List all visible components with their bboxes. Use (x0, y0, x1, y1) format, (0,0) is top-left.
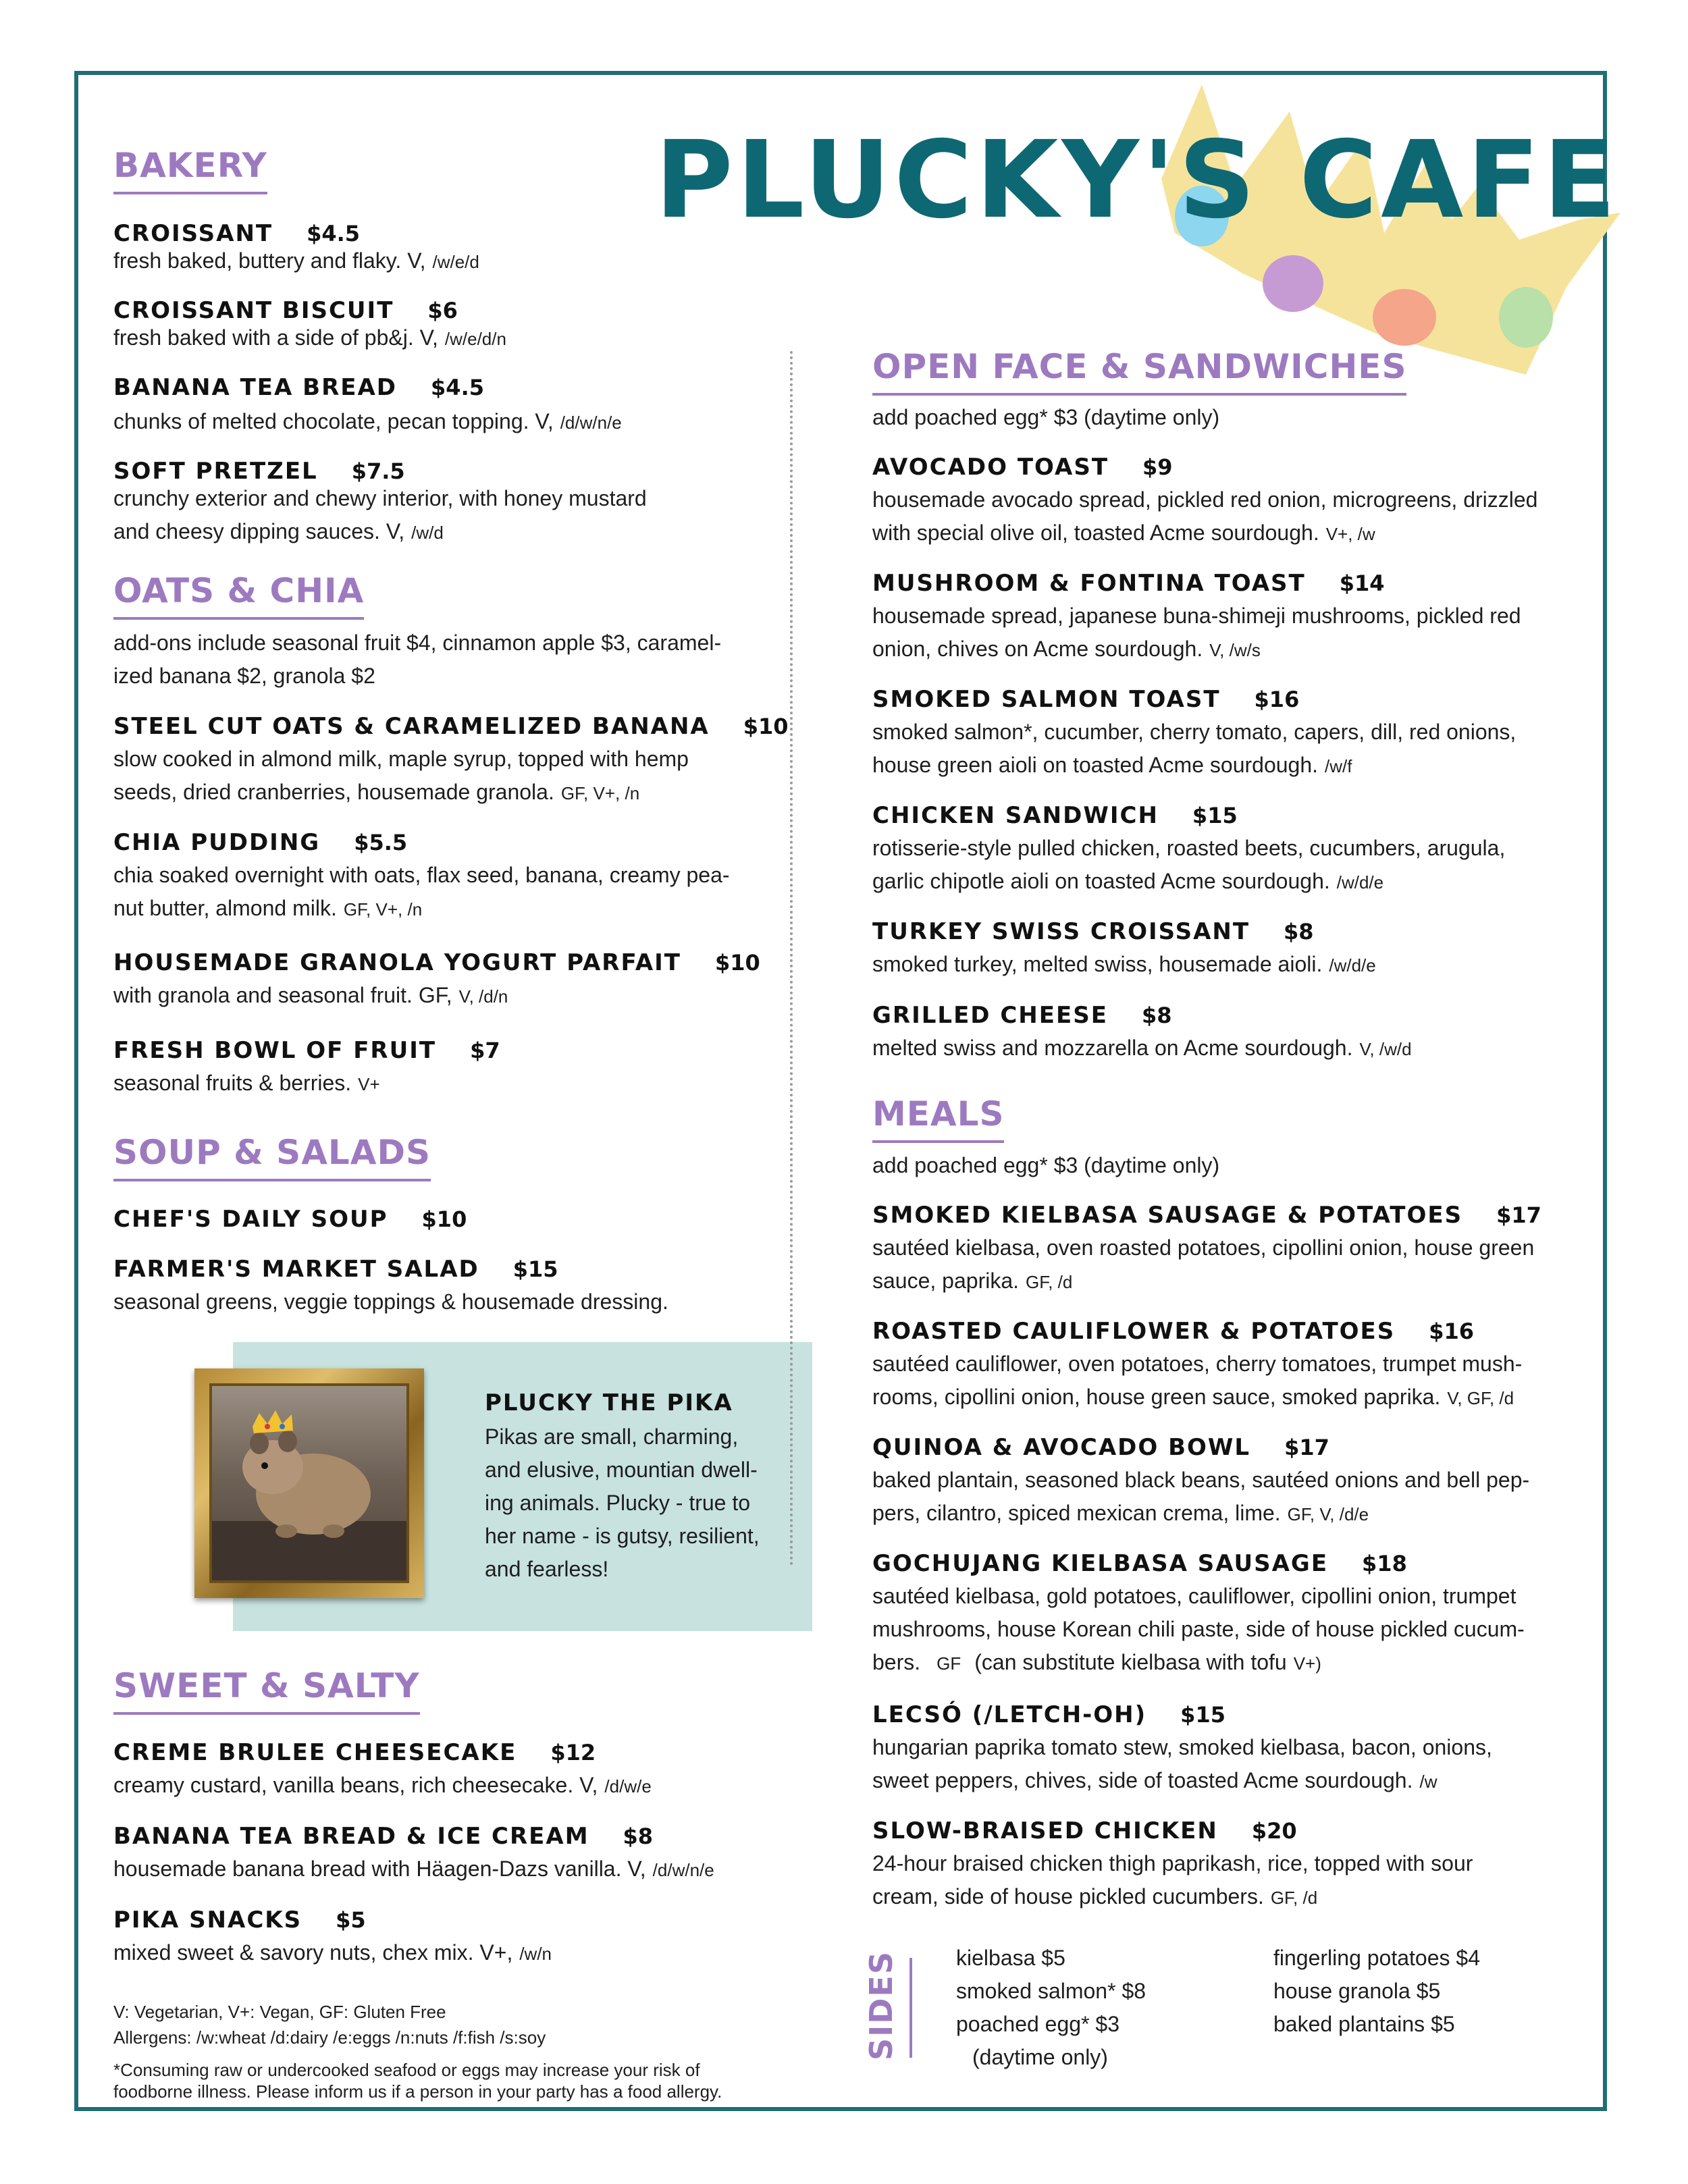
item-price: $5.5 (354, 830, 408, 855)
menu-item (113, 220, 360, 247)
item-price: $15 (1180, 1702, 1225, 1728)
item-name: BANANA TEA BREAD (113, 374, 398, 401)
side-item-note: (daytime only) (972, 2045, 1108, 2069)
item-description: housemade banana bread with Häagen-Dazs vanilla. V, /d/w/n/e (113, 1857, 714, 1881)
item-description: 24-hour braised chicken thigh paprikash, rice, topped with sour cream, side of house pickled cucumbers. GF, /d (872, 1851, 1473, 1909)
menu-item (113, 829, 407, 856)
cafe-title: PLUCKY'S CAFE (655, 118, 1620, 242)
item-price: $17 (1284, 1435, 1329, 1460)
item-price: $4.5 (307, 221, 361, 246)
item-name: GRILLED CHEESE (872, 1002, 1108, 1029)
item-name: ROASTED CAULIFLOWER & POTATOES (872, 1318, 1396, 1345)
item-name: SLOW-BRAISED CHICKEN (872, 1817, 1218, 1844)
section-note: add-ons include seasonal fruit $4, cinnamon apple $3, caramel- ized banana $2, granola $2 (113, 631, 722, 688)
item-name: SMOKED SALMON TOAST (872, 686, 1221, 713)
item-description: chunks of melted chocolate, pecan topping. V, /d/w/n/e (113, 409, 622, 433)
item-name: FARMER'S MARKET SALAD (113, 1256, 479, 1283)
side-item: kielbasa $5 (956, 1946, 1065, 1970)
item-description: baked plantain, seasoned black beans, sautéed onions and bell pep- pers, cilantro, spiced mexican crema, lime. GF, V, /d/e (872, 1468, 1530, 1525)
pika-photo (209, 1383, 409, 1583)
item-name: TURKEY SWISS CROISSANT (872, 918, 1250, 945)
item-description: crunchy exterior and chewy interior, with honey mustard and cheesy dipping sauces. V, /w/d (113, 486, 647, 543)
section-bakery-heading: BAKERY (113, 149, 267, 194)
pika-title: PLUCKY THE PIKA (485, 1389, 733, 1416)
item-description: sautéed kielbasa, oven roasted potatoes, cipollini onion, house green sauce, paprika. GF, /d (872, 1235, 1535, 1293)
pika-portrait (194, 1368, 424, 1598)
item-price: $15 (512, 1256, 558, 1282)
menu-item (872, 1434, 1329, 1461)
item-description: melted swiss and mozzarella on Acme sourdough. V, /w/d (872, 1036, 1412, 1060)
section-sandwiches-heading: OPEN FACE & SANDWICHES (872, 350, 1406, 396)
item-name: CHEF'S DAILY SOUP (113, 1206, 388, 1233)
section-sweet-heading: SWEET & SALTY (113, 1669, 420, 1715)
menu-item (113, 1037, 500, 1064)
menu-item (113, 1206, 467, 1233)
item-price: $20 (1251, 1818, 1297, 1844)
section-note: add poached egg* $3 (daytime only) (872, 405, 1220, 429)
menu-item (872, 1701, 1225, 1728)
section-oats-heading: OATS & CHIA (113, 574, 364, 620)
item-price: $8 (1284, 919, 1314, 944)
menu-item (113, 1823, 653, 1850)
allergen-legend: Allergens: /w:wheat /d:dairy /e:eggs /n:nuts /f:fish /s:soy (113, 2027, 546, 2048)
menu-item (113, 374, 484, 401)
side-item: smoked salmon* $8 (956, 1979, 1146, 2003)
menu-item (113, 1739, 596, 1766)
item-description: with granola and seasonal fruit. GF, V, /d/n (113, 983, 508, 1007)
item-name: AVOCADO TOAST (872, 454, 1109, 481)
item-price: $17 (1496, 1202, 1541, 1228)
side-item: house granola $5 (1273, 1979, 1441, 2003)
section-note: add poached egg* $3 (daytime only) (872, 1153, 1220, 1177)
item-description: sautéed kielbasa, gold potatoes, cauliflower, cipollini onion, trumpet mushrooms, house Korean chili paste, side of house pickled cucum- bers. GF (can substitute kielbasa with tofu V+) (872, 1584, 1525, 1674)
item-price: $6 (427, 298, 458, 323)
section-soup-heading: SOUP & SALADS (113, 1136, 431, 1181)
item-price: $8 (623, 1823, 654, 1849)
item-price: $16 (1429, 1319, 1475, 1344)
item-name: CHICKEN SANDWICH (872, 802, 1159, 829)
item-name: FRESH BOWL OF FRUIT (113, 1037, 437, 1064)
item-description: fresh baked, buttery and flaky. V, /w/e/d (113, 248, 479, 273)
item-description: chia soaked overnight with oats, flax seed, banana, creamy pea- nut butter, almond milk. GF, V+, /n (113, 863, 730, 920)
item-price: $18 (1362, 1551, 1407, 1576)
item-price: $16 (1254, 687, 1300, 712)
item-name: SOFT PRETZEL (113, 458, 318, 485)
crown-gem-green (1499, 287, 1553, 348)
menu-item (872, 918, 1314, 945)
diet-legend: V: Vegetarian, V+: Vegan, GF: Gluten Free (113, 2002, 446, 2022)
item-name: LECSÓ (/LETCH-OH) (872, 1701, 1147, 1728)
item-name: GOCHUJANG KIELBASA SAUSAGE (872, 1550, 1329, 1577)
menu-item (872, 686, 1299, 713)
item-name: HOUSEMADE GRANOLA YOGURT PARFAIT (113, 949, 681, 976)
item-price: $5 (336, 1907, 366, 1933)
menu-item (113, 713, 789, 740)
sides-heading: SIDES (863, 1950, 899, 2060)
menu-item (872, 1817, 1297, 1844)
item-price: $4.5 (431, 375, 484, 400)
item-description: fresh baked with a side of pb&j. V, /w/e/d/n (113, 325, 506, 350)
menu-item (872, 802, 1238, 829)
item-description: creamy custard, vanilla beans, rich cheesecake. V, /d/w/e (113, 1773, 652, 1797)
item-price: $7.5 (351, 458, 405, 484)
item-price: $12 (550, 1740, 596, 1765)
side-item: poached egg* $3 (956, 2012, 1119, 2036)
menu-item (113, 1256, 558, 1283)
sides-divider (909, 1958, 912, 2058)
item-price: $9 (1142, 454, 1173, 480)
item-description: housemade avocado spread, pickled red onion, microgreens, drizzled with special olive oil, toasted Acme sourdough. V+, /w (872, 487, 1538, 545)
food-safety-warning: *Consuming raw or undercooked seafood or eggs may increase your risk of foodborne illness. Please inform us if a person in your party has a food allergy. (113, 2060, 722, 2102)
item-description: smoked turkey, melted swiss, housemade aioli. /w/d/e (872, 952, 1376, 976)
item-name: QUINOA & AVOCADO BOWL (872, 1434, 1251, 1461)
item-description: seasonal greens, veggie toppings & housemade dressing. (113, 1289, 668, 1314)
item-price: $7 (470, 1038, 500, 1063)
item-price: $10 (714, 950, 760, 976)
item-description: sautéed cauliflower, oven potatoes, cherry tomatoes, trumpet mush- rooms, cipollini onion, house green sauce, smoked paprika. V, GF, /d (872, 1352, 1523, 1409)
menu-item (872, 1202, 1541, 1229)
crown-gem-orange (1373, 289, 1436, 346)
item-name: PIKA SNACKS (113, 1907, 302, 1934)
item-name: CREME BRULEE CHEESECAKE (113, 1739, 517, 1766)
pika-description: Pikas are small, charming, and elusive, mountian dwell- ing animals. Plucky - true to her name - is gutsy, resilient, and fearless! (485, 1424, 760, 1581)
item-price: $14 (1339, 570, 1385, 596)
item-description: mixed sweet & savory nuts, chex mix. V+, /w/n (113, 1940, 552, 1965)
pika-illustration (212, 1386, 406, 1580)
side-item: baked plantains $5 (1273, 2012, 1455, 2036)
item-description: seasonal fruits & berries. V+ (113, 1071, 380, 1095)
item-name: BANANA TEA BREAD & ICE CREAM (113, 1823, 589, 1850)
section-meals-heading: MEALS (872, 1097, 1004, 1143)
item-name: CROISSANT BISCUIT (113, 297, 394, 324)
item-price: $8 (1141, 1003, 1172, 1028)
item-name: MUSHROOM & FONTINA TOAST (872, 570, 1306, 597)
item-price: $15 (1192, 803, 1238, 828)
menu-item (113, 297, 458, 324)
crown-gem-purple (1263, 255, 1323, 312)
menu-item (872, 1550, 1407, 1577)
item-name: CHIA PUDDING (113, 829, 321, 856)
menu-item (113, 1907, 366, 1934)
side-item: fingerling potatoes $4 (1273, 1946, 1480, 1970)
menu-item (872, 1002, 1171, 1029)
item-name: CROISSANT (113, 220, 273, 247)
menu-item (872, 454, 1173, 481)
item-name: SMOKED KIELBASA SAUSAGE & POTATOES (872, 1202, 1463, 1229)
menu-item (113, 458, 405, 485)
item-price: $10 (743, 714, 789, 739)
item-name: STEEL CUT OATS & CARAMELIZED BANANA (113, 713, 710, 740)
item-description: housemade spread, japanese buna-shimeji mushrooms, pickled red onion, chives on Acme sourdough. V, /w/s (872, 604, 1521, 661)
item-description: smoked salmon*, cucumber, cherry tomato, capers, dill, red onions, house green aioli on toasted Acme sourdough. /w/f (872, 720, 1516, 777)
menu-item (113, 949, 760, 976)
menu-item (872, 1318, 1474, 1345)
item-description: rotisserie-style pulled chicken, roasted beets, cucumbers, arugula, garlic chipotle aioli on toasted Acme sourdough. /w/d/e (872, 836, 1506, 893)
item-description: slow cooked in almond milk, maple syrup, topped with hemp seeds, dried cranberries, housemade granola. GF, V+, /n (113, 747, 689, 804)
item-price: $10 (421, 1206, 467, 1232)
column-divider (790, 351, 793, 1566)
item-description: hungarian paprika tomato stew, smoked kielbasa, bacon, onions, sweet peppers, chives, side of toasted Acme sourdough. /w (872, 1735, 1492, 1792)
menu-item (872, 570, 1385, 597)
